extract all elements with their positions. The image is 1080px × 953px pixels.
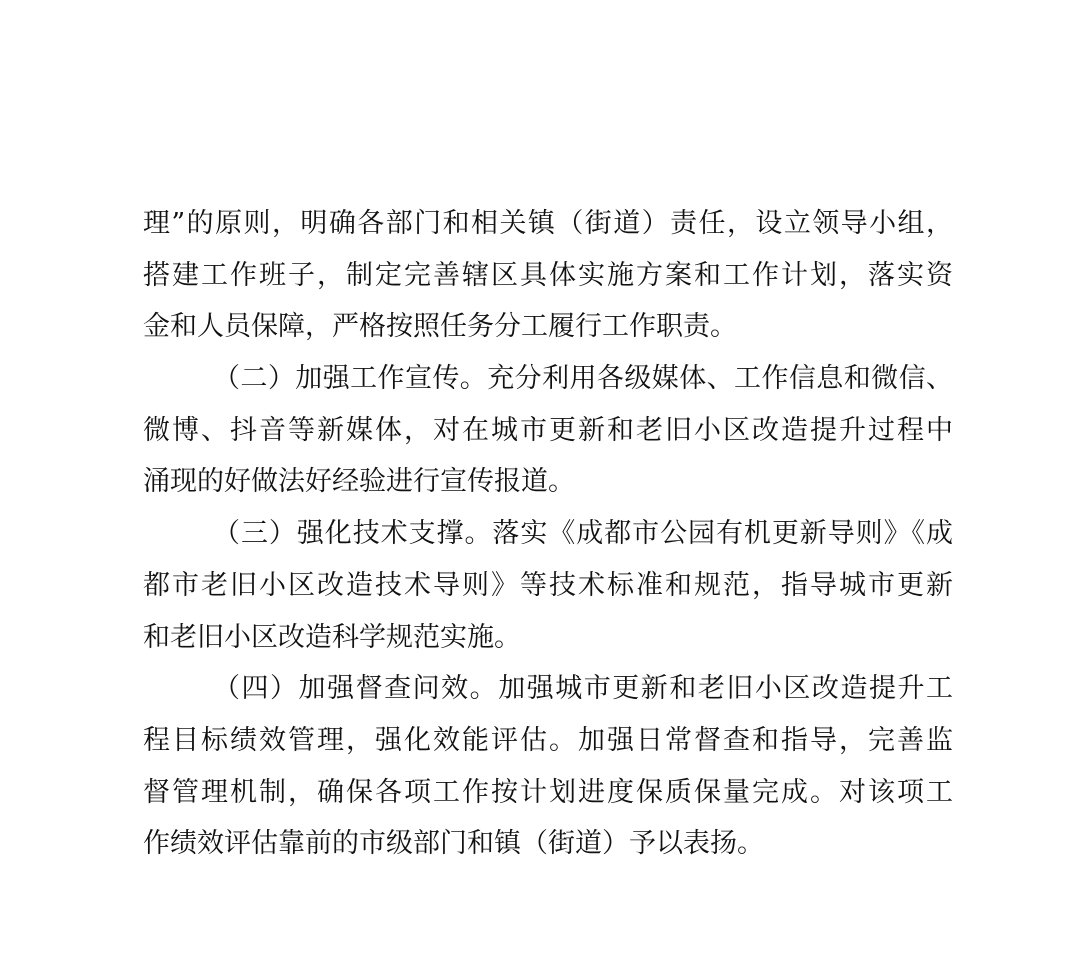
text-line: 作绩效评估靠前的市级部门和镇（街道）予以表扬。 xyxy=(143,828,764,860)
text-line: （四）加强督查问效。加强城市更新和老旧小区改造提升工 xyxy=(213,673,953,705)
text-line: 督管理机制，确保各项工作按计划进度保质保量完成。对该项工 xyxy=(143,776,953,808)
document-body xyxy=(143,198,953,870)
text-line: 理”的原则，明确各部门和相关镇（街道）责任，设立领导小组， xyxy=(143,208,953,239)
paragraph-publicity xyxy=(143,353,953,508)
paragraph-responsibility xyxy=(143,198,953,353)
paragraph-supervision xyxy=(143,663,953,870)
text-line: 涌现的好做法好经验进行宣传报道。 xyxy=(143,466,575,498)
text-line: 搭建工作班子，制定完善辖区具体实施方案和工作计划，落实资 xyxy=(143,259,953,291)
text-line: （三）强化技术支撑。落实《成都市公园有机更新导则》《成 xyxy=(213,518,953,550)
text-line: 程目标绩效管理，强化效能评估。加强日常督查和指导，完善监 xyxy=(143,724,953,756)
text-line: 微博、抖音等新媒体，对在城市更新和老旧小区改造提升过程中 xyxy=(143,414,953,446)
text-line: （二）加强工作宣传。充分利用各级媒体、工作信息和微信、 xyxy=(213,363,953,395)
text-line: 和老旧小区改造科学规范实施。 xyxy=(143,621,521,653)
text-line: 都市老旧小区改造技术导则》等技术标准和规范，指导城市更新 xyxy=(143,569,953,601)
text-line: 金和人员保障，严格按照任务分工履行工作职责。 xyxy=(143,311,737,343)
paragraph-technical-support xyxy=(143,508,953,663)
